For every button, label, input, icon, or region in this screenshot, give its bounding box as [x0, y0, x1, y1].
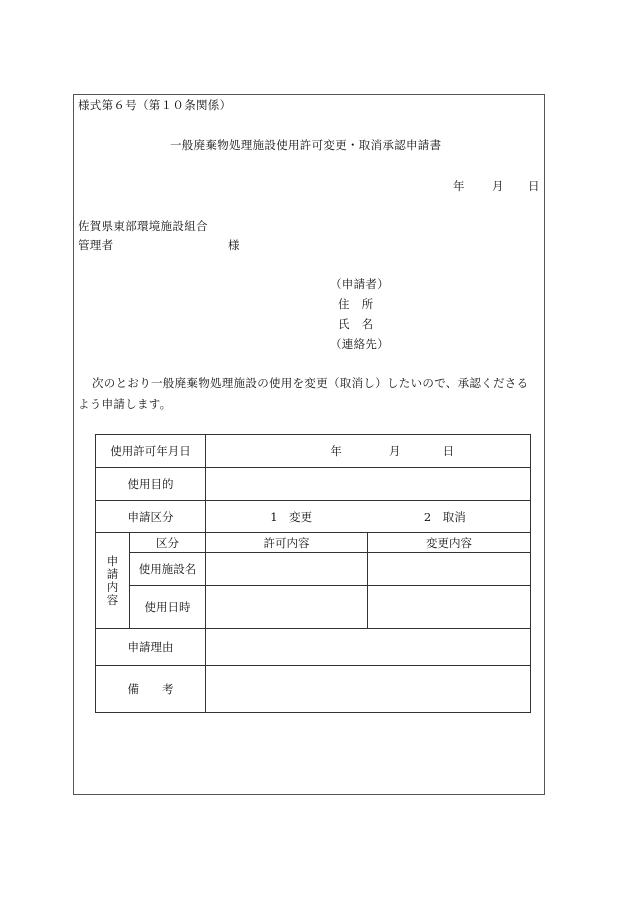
permit-date-field[interactable]: [206, 435, 531, 468]
sub-header-label: 区分: [130, 533, 206, 553]
permit-date-month: 月: [389, 444, 401, 458]
content-label-cell: [96, 533, 130, 629]
form-number: 様式第６号（第１０条関係）: [78, 98, 232, 112]
content-label: 申請内容: [106, 553, 119, 607]
recipient-honorific: 様: [228, 238, 240, 252]
reason-label: 申請理由: [96, 629, 206, 666]
body-text-line1: 次のとおり一般廃棄物処理施設の使用を変更（取消し）したいので、承認くださる: [92, 376, 529, 390]
remarks-row: [96, 666, 531, 713]
applicant-section-label: （申請者）: [330, 277, 389, 291]
datetime-row: [96, 586, 531, 629]
change-content-header: 変更内容: [368, 533, 531, 553]
recipient-organization: 佐賀県東部環境施設組合: [78, 219, 208, 233]
facility-label: 使用施設名: [130, 553, 206, 586]
datetime-label: 使用日時: [130, 586, 206, 629]
application-table: [95, 434, 531, 713]
body-text-line2: よう申請します。: [78, 397, 172, 411]
datetime-change-field[interactable]: [368, 586, 531, 629]
permit-date-row: [96, 435, 531, 468]
permit-date-label: 使用許可年月日: [96, 435, 206, 468]
permit-date-year: 年: [330, 444, 342, 458]
date-month-label: 月: [492, 179, 504, 193]
form-title: 一般廃棄物処理施設使用許可変更・取消承認申請書: [170, 138, 442, 152]
datetime-permit-field[interactable]: [206, 586, 368, 629]
permit-content-header: 許可内容: [206, 533, 368, 553]
content-header-row: [96, 533, 531, 553]
category-option-cancel[interactable]: 2 取消: [423, 509, 466, 524]
category-field[interactable]: [206, 501, 531, 533]
facility-permit-field[interactable]: [206, 553, 368, 586]
permit-date-day: 日: [442, 444, 455, 458]
facility-row: [96, 553, 531, 586]
purpose-field[interactable]: [206, 468, 531, 501]
purpose-label: 使用目的: [96, 468, 206, 501]
applicant-address-label: 住 所: [338, 297, 374, 311]
reason-field[interactable]: [206, 629, 531, 666]
category-option-change[interactable]: 1 変更: [270, 509, 313, 524]
remarks-label: 備 考: [96, 666, 206, 713]
recipient-title: 管理者: [78, 238, 114, 252]
date-year-label: 年: [453, 179, 465, 193]
remarks-field[interactable]: [206, 666, 531, 713]
facility-change-field[interactable]: [368, 553, 531, 586]
date-day-label: 日: [528, 179, 540, 193]
category-label: 申請区分: [96, 501, 206, 533]
purpose-row: [96, 468, 531, 501]
applicant-contact-label: （連絡先）: [330, 337, 389, 351]
reason-row: [96, 629, 531, 666]
applicant-name-label: 氏 名: [338, 317, 374, 331]
category-row: [96, 501, 531, 533]
